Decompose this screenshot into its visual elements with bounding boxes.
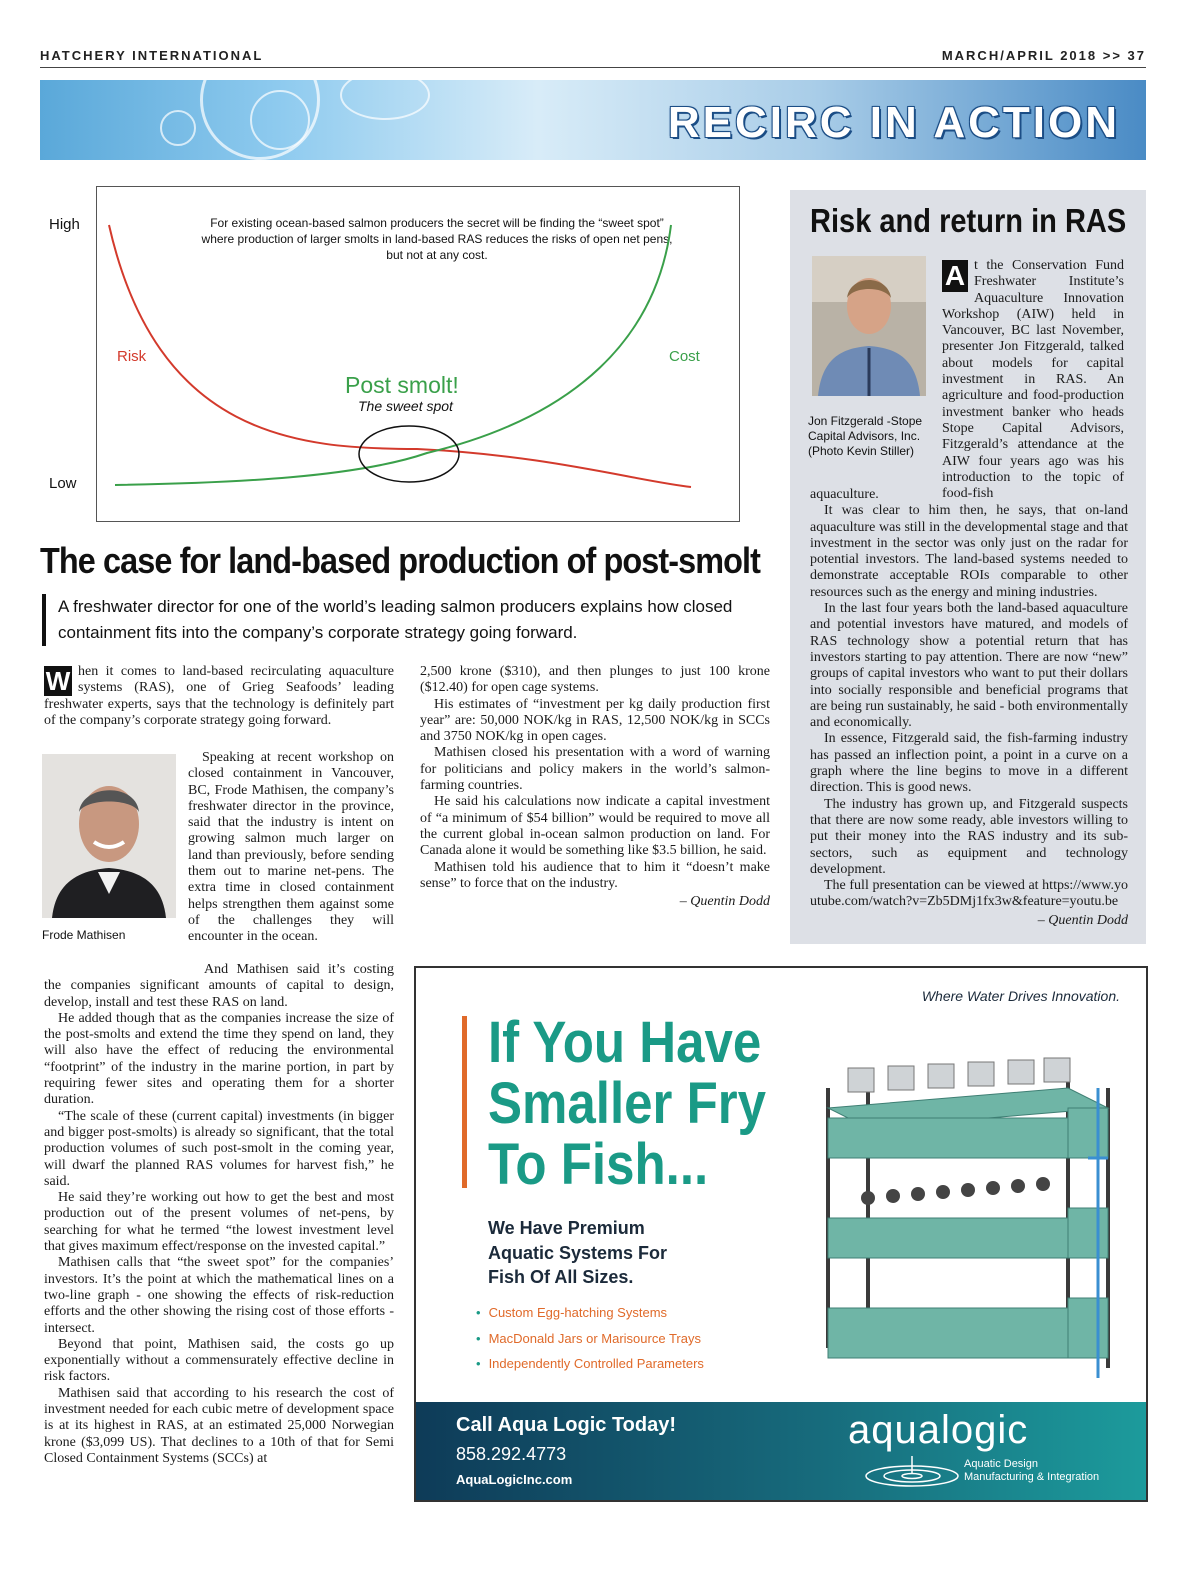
col1-paragraph: He added though that as the companies increase the size of the post-smolts and extend the time they spend on land, they will also have the effect of reducing the environmental “footprint” of the industry in the marine portion, in part by requiring fewer sites and operating them for a shorter duration. xyxy=(44,1010,394,1108)
logo-sub-line: Aquatic Design xyxy=(964,1458,1038,1470)
ad-headline-line: To Fish... xyxy=(488,1132,709,1197)
y-label-high: High xyxy=(49,216,80,233)
article-deck: A freshwater director for one of the world’s leading salmon producers explains how closed containment fits into the company’s corporate strategy going forward. xyxy=(42,594,762,646)
col1-paragraph: And Mathisen said it’s costing the companies significant amounts of capital to design, develop, install and test these RAS on land. xyxy=(44,962,394,1010)
article-lead xyxy=(44,664,394,729)
risk-cost-curves xyxy=(97,187,739,521)
article-wrap-paragraph xyxy=(188,750,394,946)
col2-paragraph: 2,500 krone ($310), and then plunges to just 100 krone ($12.40) for open cage systems. xyxy=(420,664,770,696)
sidebar-paragraph: In the last four years both the land-based aquaculture and potential investors have matured, and models of RAS technology show a potential return that has investors starting to pay attention. There are now “new” groups of capital investors who want to put their dollars into socially responsible and beneficial programs that are being run sustainably, he said - both environmentally and economically. xyxy=(810,601,1128,731)
cost-curve xyxy=(115,225,671,485)
ad-feature-item: • MacDonald Jars or Marisource Trays xyxy=(476,1326,704,1352)
ad-accent-bar xyxy=(462,1016,467,1188)
sweet-spot-label: The sweet spot xyxy=(358,398,453,414)
sidebar-paragraph: The full presentation can be viewed at https://www.youtube.com/watch?v=Zb5DMj1fx3w&feature=youtu.be xyxy=(810,878,1128,910)
ad-website-link[interactable]: AquaLogicInc.com xyxy=(456,1472,573,1487)
issue-page: MARCH/APRIL 2018 >> 37 xyxy=(941,48,1146,63)
sidebar-title: Risk and return in RAS xyxy=(810,202,1127,239)
col2-paragraph: Mathisen closed his presentation with a word of warning for politicians and policy makers in the world’s salmon-farming countries. xyxy=(420,745,770,794)
y-label-low: Low xyxy=(49,475,77,492)
ad-headline xyxy=(488,1012,766,1195)
col1-paragraph: “The scale of these (current capital) investments (in bigger and bigger post-smolts) is already so significant, that the total production volumes of such post-smolt in the coming year, will dwarf the planned RAS volumes for harvest fish,” he said. xyxy=(44,1108,394,1189)
ad-feature-item: • Independently Controlled Parameters xyxy=(476,1351,704,1377)
banner-title: RECIRC IN ACTION xyxy=(667,98,1120,147)
ad-subheadline xyxy=(488,1216,667,1290)
col1-paragraph: Mathisen calls that “the sweet spot” for the companies’ investors. It’s the point at which the mathematical lines on a two-line graph - one showing the effects of risk-reduction efforts and the other showing the rising cost of those efforts - intersect. xyxy=(44,1255,394,1336)
col2-paragraph: Mathisen told his audience that to him it “doesn’t make sense” to force that on the industry. xyxy=(420,859,770,891)
ad-footer xyxy=(416,1402,1146,1500)
sidebar-paragraph: The industry has grown up, and Fitzgerald suspects that there are now some ready, able investors willing to put their money into the RAS industry and its sub-sectors, such as equipment and technology development. xyxy=(810,796,1128,877)
frode-photo-caption: Frode Mathisen xyxy=(42,928,126,942)
ad-sub-line: Fish Of All Sizes. xyxy=(488,1267,634,1287)
article-byline: – Quentin Dodd xyxy=(679,894,770,910)
aquatic-rack-illustration xyxy=(808,1048,1128,1388)
aqualogic-logo: aqualogic xyxy=(848,1408,1029,1452)
ad-headline-line: If You Have xyxy=(488,1010,762,1075)
col1-paragraph: Beyond that point, Mathisen said, the costs go up exponentially without a commensurately effective decline in risk factors. xyxy=(44,1336,394,1385)
ad-call-to-action: Call Aqua Logic Today! xyxy=(456,1414,677,1436)
ad-headline-line: Smaller Fry xyxy=(488,1071,767,1136)
frode-mathisen-photo xyxy=(42,754,176,918)
sidebar-lead-text: t the Conservation Fund Freshwater Institute’s Aquaculture Innovation Workshop (AIW) held in Vancouver, BC last November, presenter Jon Fitzgerald, talked about models for capital investment in RAS. An agriculture and food-production investment banker who heads Stope Capital Advisors, Fitzgerald’s attendance at the AIW four years ago was his introduction to the topic of food-fish xyxy=(942,258,1124,502)
sidebar-dropcap: A xyxy=(942,260,968,292)
risk-cost-figure xyxy=(96,186,740,522)
ad-feature-list xyxy=(476,1300,704,1377)
post-smolt-label: Post smolt! xyxy=(345,372,459,398)
ad-tagline: Where Water Drives Innovation. xyxy=(921,988,1120,1004)
sidebar-box xyxy=(790,190,1146,944)
article-headline: The case for land-based production of post-smolt xyxy=(40,540,761,581)
ad-logo-subtitle xyxy=(964,1458,1099,1484)
cost-label: Cost xyxy=(669,348,700,365)
lead-text: hen it comes to land-based recirculating aquaculture systems (RAS), one of Grieg Seafoods’ leading freshwater experts, says that the technology is definitely part of the company’s corporate strategy going forward. xyxy=(44,664,394,728)
sidebar-body xyxy=(810,487,1128,929)
jon-fitzgerald-photo xyxy=(812,256,926,396)
jon-photo-caption: Jon Fitzgerald -Stope Capital Advisors, Inc. (Photo Kevin Stiller) xyxy=(808,414,923,458)
ad-sub-line: We Have Premium xyxy=(488,1218,645,1238)
col2-paragraph: His estimates of “investment per kg daily production first year” are: 50,000 NOK/kg in RAS, 12,500 NOK/kg in SCCs and 3750 NOK/kg in open cages. xyxy=(420,696,770,745)
figure-note: For existing ocean-based salmon producers the secret will be finding the “sweet spot” where production of larger smolts in land-based RAS reduces the risks of open net pens, but not at any cost. xyxy=(201,216,673,262)
sidebar-lead-end: aquaculture. xyxy=(810,487,879,502)
sweet-spot-ellipse xyxy=(359,426,459,482)
sidebar-paragraph: In essence, Fitzgerald said, the fish-farming industry has passed an inflection point, a point in a curve on a graph where the line begins to move in a different direction. This is good news. xyxy=(810,731,1128,796)
dropcap: W xyxy=(45,666,71,696)
publication-name: HATCHERY INTERNATIONAL xyxy=(40,48,264,63)
water-ripple-icon xyxy=(862,1456,962,1492)
ad-sub-line: Aquatic Systems For xyxy=(488,1242,668,1263)
logo-sub-line: Manufacturing & Integration xyxy=(964,1471,1100,1483)
header-rule xyxy=(40,67,1146,68)
article-column-1 xyxy=(44,962,394,1467)
risk-curve xyxy=(109,225,691,487)
ad-feature-item: • Custom Egg-hatching Systems xyxy=(476,1300,704,1326)
col1-paragraph: He said they’re working out how to get the best and most production out of the present volumes of net-pens, by searching for what he termed “the lowest investment level that gives maximum effect/response on the invested capital.” xyxy=(44,1190,394,1255)
sidebar-paragraph: It was clear to him then, he says, that on-land aquaculture was still in the developmental stage and that investment in the sector was only just on the radar for potential investors. The land-based systems needed to demonstrate acceptable ROIs comparable to other resources such as the energy and mining industries. xyxy=(810,503,1128,600)
sidebar-lead xyxy=(942,258,1124,502)
col1-paragraph: Mathisen said that according to his research the cost of investment needed for each cubic metre of development space is at its highest in RAS, at an estimated 25,000 Norwegian krone ($3,099 US). That declines to a 10th of that for Semi Closed Containment Systems (SCCs) at xyxy=(44,1385,394,1466)
aqualogic-advertisement[interactable] xyxy=(414,966,1148,1502)
sidebar-byline: – Quentin Dodd xyxy=(1037,912,1128,928)
wrap-paragraph: Speaking at recent workshop on closed containment in Vancouver, BC, Frode Mathisen, the company’s freshwater director in the province, said that the industry is intent on growing salmon much larger on land than previously, before sending them out to marine net-pens. The extra time in closed containment helps strengthen them against some of the challenges they will encounter in the ocean. xyxy=(188,750,394,945)
ad-phone[interactable]: 858.292.4773 xyxy=(456,1444,567,1464)
article-column-2 xyxy=(420,664,770,910)
section-banner xyxy=(40,80,1146,160)
risk-label: Risk xyxy=(117,348,147,365)
col2-paragraph: He said his calculations now indicate a capital investment of “a minimum of $54 billion” would be required to move all the current global in-ocean salmon production on land. For Canada alone it would be something like $3.5 billion, he said. xyxy=(420,794,770,859)
